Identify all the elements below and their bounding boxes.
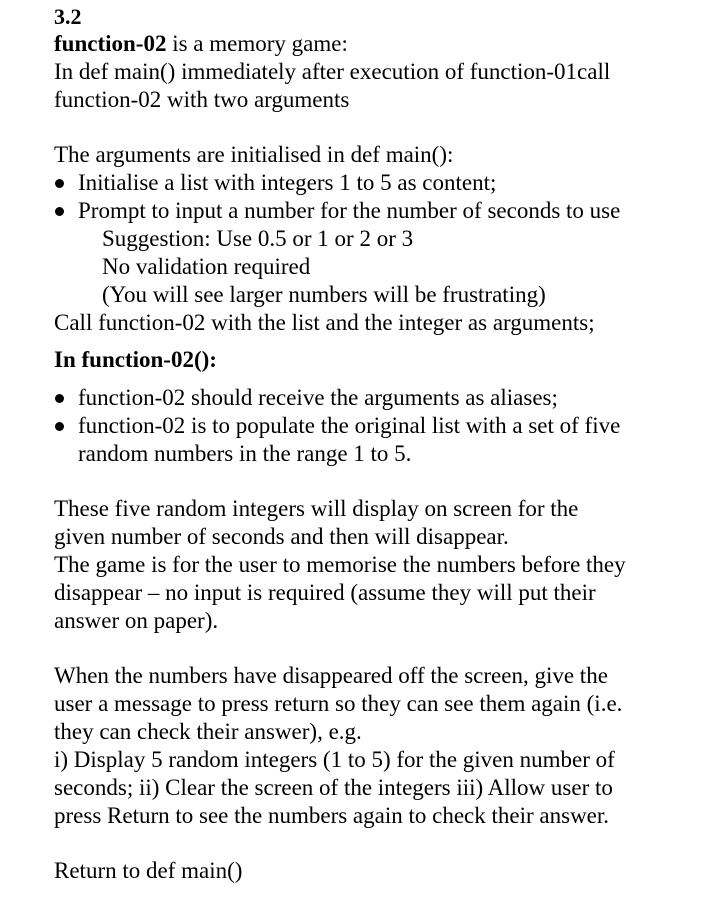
spacer — [54, 114, 704, 141]
bullet-text: function-02 is to populate the original list with a set of five — [78, 413, 621, 438]
paragraph-line: user a message to press return so they can see them again (i.e. — [54, 691, 623, 716]
paragraph-line: given number of seconds and then will disappear. — [54, 524, 509, 549]
function-bullet-list — [54, 384, 704, 468]
paragraph-line: answer on paper). — [54, 608, 219, 633]
paragraph-line: seconds; ii) Clear the screen of the integers iii) Allow user to — [54, 775, 613, 800]
spacer — [54, 468, 704, 495]
bullet-text: Initialise a list with integers 1 to 5 as content; — [78, 170, 497, 195]
message-paragraph — [54, 662, 704, 830]
sub-line-suggestion: Suggestion: Use 0.5 or 1 or 2 or 3 — [102, 226, 414, 251]
function-description: is a memory game: — [166, 31, 348, 56]
paragraph-line: These five random integers will display on screen for the — [54, 496, 579, 521]
paragraph-line: disappear – no input is required (assume they will put their — [54, 580, 596, 605]
sub-line-validation: No validation required — [102, 254, 311, 279]
bullet-icon — [55, 394, 64, 403]
bullet-icon — [55, 179, 64, 188]
list-item — [54, 384, 704, 412]
paragraph-line: When the numbers have disappeared off the screen, give the — [54, 663, 608, 688]
sub-line-warning: (You will see larger numbers will be frustrating) — [102, 282, 546, 307]
paragraph-line: press Return to see the numbers again to check their answer. — [54, 803, 610, 828]
paragraph-line: i) Display 5 random integers (1 to 5) for the given number of — [54, 747, 615, 772]
bullet-icon — [55, 207, 64, 216]
bullet-text-continued: random numbers in the range 1 to 5. — [78, 441, 412, 466]
return-line: Return to def main() — [54, 858, 243, 883]
intro-line-2: In def main() immediately after execution of function-01call — [54, 59, 611, 84]
intro-line-3: function-02 with two arguments — [54, 87, 350, 112]
function-section-heading: In function-02(): — [54, 347, 217, 372]
bullet-text: Prompt to input a number for the number of seconds to use — [78, 198, 621, 223]
spacer — [54, 635, 704, 662]
section-number: 3.2 — [54, 4, 82, 29]
display-paragraph — [54, 495, 704, 635]
list-item — [54, 197, 704, 225]
spacer — [54, 374, 704, 384]
function-name: function-02 — [54, 31, 167, 56]
list-item — [54, 169, 704, 197]
main-bullet-list — [54, 169, 704, 225]
intro-line-1 — [54, 30, 704, 58]
paragraph-line: they can check their answer), e.g. — [54, 719, 362, 744]
bullet-text: function-02 should receive the arguments as aliases; — [78, 385, 558, 410]
bullet-icon — [55, 422, 64, 431]
call-line: Call function-02 with the list and the integer as arguments; — [54, 310, 595, 335]
paragraph-line: The game is for the user to memorise the numbers before they — [54, 552, 626, 577]
main-section-intro: The arguments are initialised in def main(): — [54, 142, 454, 167]
list-item — [54, 412, 704, 468]
spacer — [54, 830, 704, 857]
document-page — [54, 2, 704, 885]
